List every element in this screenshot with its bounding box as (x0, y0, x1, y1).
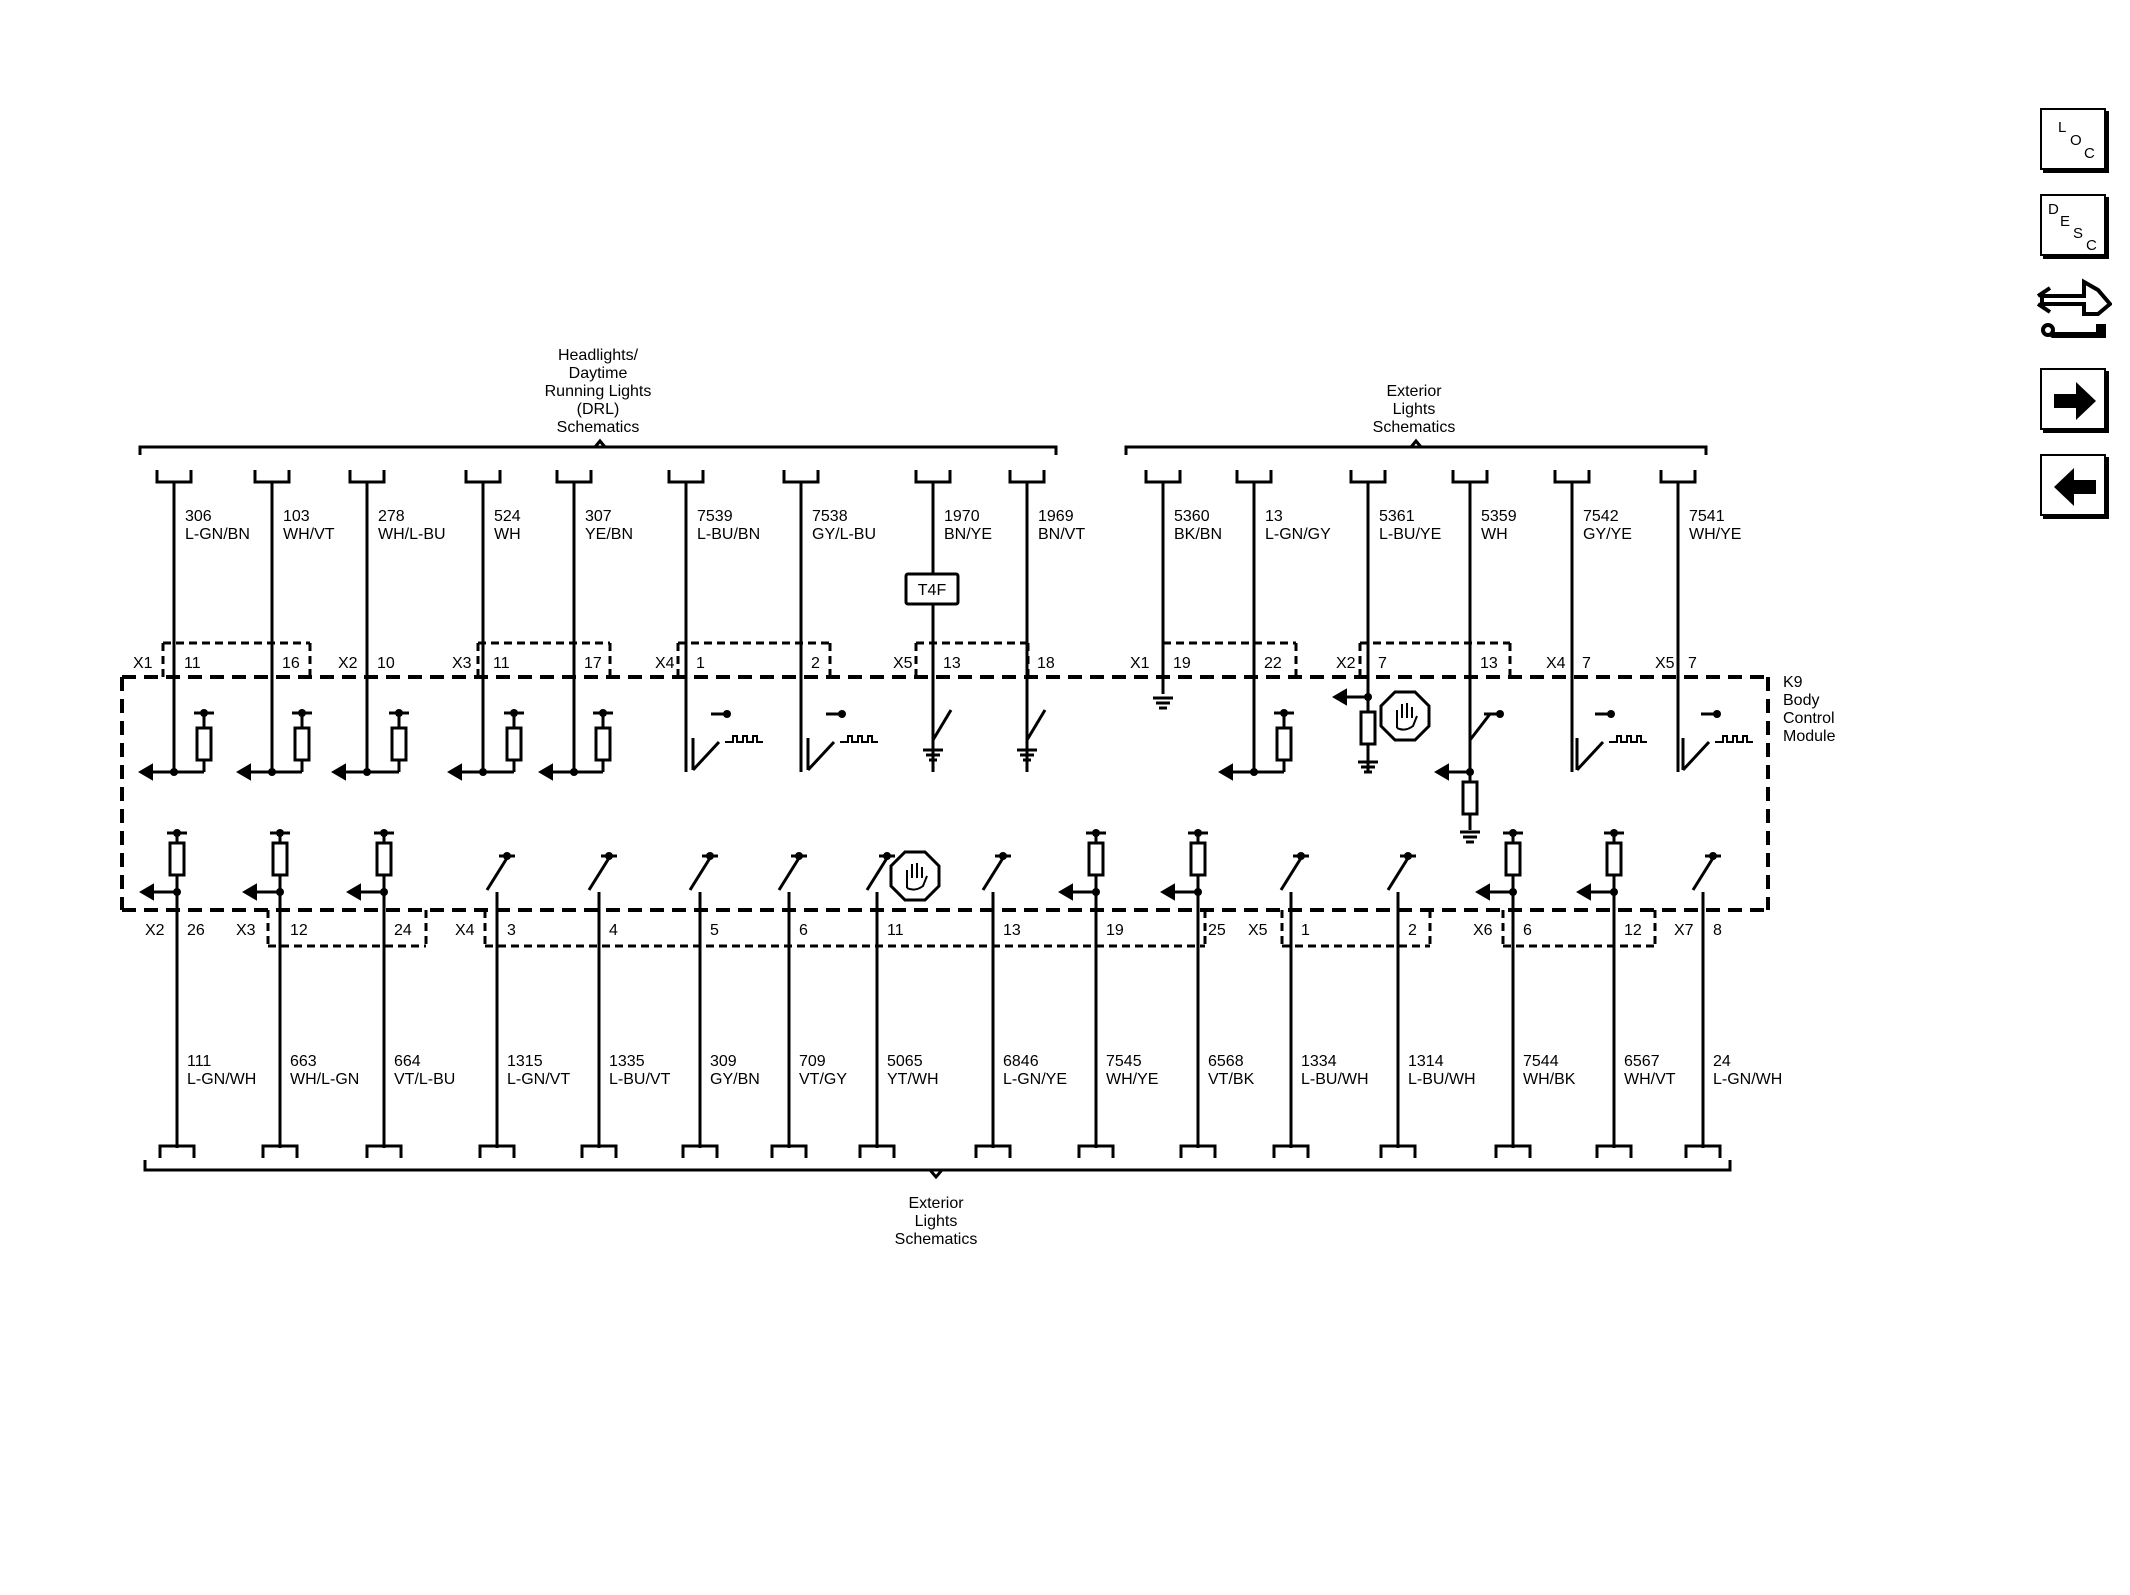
resistor-5361 (1361, 712, 1375, 744)
top-pin-label: 7 (1688, 655, 1697, 672)
desc-letter-3: S (2073, 225, 2084, 242)
top-right-group-label-line: Lights (1392, 401, 1436, 418)
top-wire-color-label: L-GN/BN (185, 526, 250, 543)
bottom-wire-color-label: L-GN/YE (1003, 1071, 1068, 1088)
top-connector-label: X5 (893, 655, 913, 672)
module-ref-label: K9 (1783, 674, 1803, 691)
top-connector-label: X1 (1130, 655, 1150, 672)
top-pin-label: 7 (1378, 655, 1387, 672)
diagnostic-link-icon[interactable] (2036, 274, 2112, 342)
bottom-pullup-10-arrow (1162, 885, 1174, 899)
description-button[interactable] (2040, 194, 2106, 256)
arrow-left-icon (2042, 456, 2108, 518)
top-pin-label: 18 (1037, 655, 1055, 672)
bottom-pullup-2-arrow (348, 885, 360, 899)
location-button[interactable] (2040, 108, 2106, 170)
top-pin-label: 10 (377, 655, 395, 672)
bottom-connector-label: X2 (145, 922, 165, 939)
top-right-group-label-line: Schematics (1372, 419, 1456, 436)
switch-7542-pulse (1609, 736, 1647, 742)
bottom-pin-label: 6 (1523, 922, 1532, 939)
top-connector-label: X4 (1546, 655, 1566, 672)
top-pullup-3-arrow (449, 765, 461, 779)
bottom-wire-color-label: VT/BK (1208, 1071, 1255, 1088)
bottom-switch-12-blade (1388, 858, 1408, 890)
top-left-bracket (140, 447, 1056, 455)
top-pin-label: 11 (184, 655, 201, 672)
bottom-switch-5-blade (690, 858, 710, 890)
top-left-group-label-line: Schematics (556, 419, 640, 436)
bottom-pin-label: 4 (609, 922, 618, 939)
bottom-wire-color-label: WH/BK (1523, 1071, 1576, 1088)
top-left-group-label-line: (DRL) (576, 401, 620, 418)
top-pullup-0-resistor (197, 728, 211, 760)
bottom-wire-circuit-label: 1314 (1408, 1053, 1444, 1070)
switch-5359-contact-dot (1496, 710, 1504, 718)
bottom-wire-circuit-label: 1335 (609, 1053, 645, 1070)
switch-7539-contact-dot (723, 710, 731, 718)
hand-icon-5065-octagon (891, 852, 939, 900)
bottom-wire-color-label: YT/WH (887, 1071, 939, 1088)
bottom-pullup-1-arrow (244, 885, 256, 899)
top-pullup-5-arrow (1220, 765, 1232, 779)
desc-letter-1: D (2048, 201, 2059, 218)
module-name-line: Body (1783, 692, 1820, 709)
top-pullup-0-junction (170, 768, 178, 776)
bottom-switch-11-blade (1281, 858, 1301, 890)
bottom-wire-circuit-label: 6567 (1624, 1053, 1660, 1070)
top-pin-label: 13 (1480, 655, 1498, 672)
bottom-wire-circuit-label: 663 (290, 1053, 317, 1070)
bottom-wire-circuit-label: 309 (710, 1053, 737, 1070)
bottom-connector-label: X6 (1473, 922, 1493, 939)
top-pin-label: 17 (584, 655, 602, 672)
arrow-right-icon (2042, 370, 2108, 432)
top-wire-circuit-label: 7541 (1689, 508, 1725, 525)
top-terminal (1661, 470, 1695, 482)
top-terminal (1351, 470, 1385, 482)
arrow-5359 (1436, 765, 1448, 779)
switch-7538-contact-dot (838, 710, 846, 718)
bottom-connector-label: X7 (1674, 922, 1694, 939)
top-wire-circuit-label: 5359 (1481, 508, 1517, 525)
bottom-wire-color-label: L-BU/WH (1408, 1071, 1476, 1088)
top-wire-circuit-label: 307 (585, 508, 612, 525)
switch-7538-blade (808, 742, 834, 770)
bottom-switch-12-contact-dot (1404, 852, 1412, 860)
bottom-group-label-line: Exterior (908, 1195, 964, 1212)
desc-letter-4: C (2086, 237, 2097, 254)
module-name-line: Module (1783, 728, 1836, 745)
bottom-wire-circuit-label: 111 (187, 1053, 212, 1070)
bottom-switch-4-contact-dot (605, 852, 613, 860)
bottom-switch-5-contact-dot (706, 852, 714, 860)
top-connector-label: X2 (338, 655, 358, 672)
top-terminal (916, 470, 950, 482)
top-pullup-1-resistor (295, 728, 309, 760)
top-pullup-2-arrow (333, 765, 345, 779)
bottom-wire-circuit-label: 6568 (1208, 1053, 1244, 1070)
top-wire-circuit-label: 7539 (697, 508, 733, 525)
top-terminal (557, 470, 591, 482)
bottom-wire-color-label: GY/BN (710, 1071, 760, 1088)
top-wire-circuit-label: 7538 (812, 508, 848, 525)
top-pin-label: 1 (696, 655, 705, 672)
bottom-wire-color-label: L-GN/WH (1713, 1071, 1783, 1088)
top-wire-circuit-label: 306 (185, 508, 212, 525)
bottom-wire-circuit-label: 5065 (887, 1053, 923, 1070)
bottom-wire-color-label: VT/GY (799, 1071, 848, 1088)
switch-7539-pulse (725, 736, 763, 742)
desc-icon (2042, 196, 2108, 258)
bottom-pullup-1-resistor (273, 843, 287, 875)
top-left-group-label-line: Running Lights (544, 383, 652, 400)
switch-5359-blade (1470, 714, 1490, 740)
top-pullup-3-junction (479, 768, 487, 776)
bottom-connector-label: X4 (455, 922, 475, 939)
bottom-switch-15-blade (1693, 858, 1713, 890)
bottom-wire-color-label: WH/L-GN (290, 1071, 360, 1088)
top-connector-label: X5 (1655, 655, 1675, 672)
top-wire-circuit-label: 103 (283, 508, 310, 525)
wires-layer (140, 441, 1730, 1177)
hand-icon-5361-octagon (1381, 692, 1429, 740)
top-wire-color-label: WH/YE (1689, 526, 1742, 543)
top-wire-color-label: WH (494, 526, 521, 543)
switch-7539-blade (693, 742, 719, 770)
top-wire-color-label: BN/YE (944, 526, 993, 543)
bottom-pin-label: 26 (187, 922, 205, 939)
switch-7541-contact-dot (1713, 710, 1721, 718)
top-terminal (157, 470, 191, 482)
bottom-switch-3-contact-dot (503, 852, 511, 860)
top-connector-label: X1 (133, 655, 153, 672)
bottom-wire-color-label: L-GN/VT (507, 1071, 571, 1088)
top-wire-color-label: WH/VT (283, 526, 335, 543)
bottom-pin-label: 1 (1301, 922, 1310, 939)
top-pin-label: 16 (282, 655, 300, 672)
top-pullup-3-resistor (507, 728, 521, 760)
bottom-pin-label: 24 (394, 922, 412, 939)
bottom-pin-label: 25 (1208, 922, 1226, 939)
switch-1969-blade (1027, 710, 1045, 740)
top-connector-label: X2 (1336, 655, 1356, 672)
switch-1970-blade (933, 710, 951, 740)
bottom-wire-circuit-label: 7544 (1523, 1053, 1559, 1070)
bottom-pin-label: 5 (710, 922, 719, 939)
bottom-wire-color-label: L-BU/VT (609, 1071, 671, 1088)
bottom-connector-label: X3 (236, 922, 256, 939)
top-wire-circuit-label: 524 (494, 508, 521, 525)
top-wire-circuit-label: 1969 (1038, 508, 1074, 525)
top-pullup-1-arrow (238, 765, 250, 779)
bottom-pin-label: 11 (887, 922, 904, 939)
bottom-pin-label: 12 (1624, 922, 1642, 939)
top-terminal (669, 470, 703, 482)
resistor-5359 (1463, 782, 1477, 814)
bottom-pin-label: 19 (1106, 922, 1124, 939)
top-pullup-5-junction (1250, 768, 1258, 776)
fuse-label: T4F (917, 582, 947, 599)
bottom-switch-4-blade (589, 858, 609, 890)
top-left-group-label-line: Daytime (568, 365, 628, 382)
top-pullup-4-resistor (596, 728, 610, 760)
top-wire-circuit-label: 278 (378, 508, 405, 525)
top-wire-color-label: WH/L-BU (378, 526, 446, 543)
top-connector-label: X4 (655, 655, 675, 672)
bottom-switch-11-contact-dot (1297, 852, 1305, 860)
bottom-wire-circuit-label: 709 (799, 1053, 826, 1070)
bottom-pullup-14-resistor (1607, 843, 1621, 875)
top-wire-color-label: BK/BN (1174, 526, 1223, 543)
loc-letter-1: L (2058, 119, 2067, 136)
top-terminal (255, 470, 289, 482)
bottom-pin-label: 12 (290, 922, 308, 939)
desc-letter-2: E (2060, 213, 2071, 230)
top-terminal (1237, 470, 1271, 482)
top-terminal (1010, 470, 1044, 482)
bottom-wire-circuit-label: 664 (394, 1053, 421, 1070)
top-pullup-0-arrow (140, 765, 152, 779)
top-wire-circuit-label: 5361 (1379, 508, 1415, 525)
top-pullup-2-resistor (392, 728, 406, 760)
bottom-wire-circuit-label: 7545 (1106, 1053, 1142, 1070)
top-wire-color-label: WH (1481, 526, 1508, 543)
top-pin-label: 22 (1264, 655, 1282, 672)
bottom-group-label-line: Schematics (894, 1231, 978, 1248)
bottom-switch-8-contact-dot (999, 852, 1007, 860)
bottom-pullup-0-resistor (170, 843, 184, 875)
bottom-wire-color-label: VT/L-BU (394, 1071, 456, 1088)
bottom-wire-color-label: L-BU/WH (1301, 1071, 1369, 1088)
top-left-group-label-line: Headlights/ (557, 347, 639, 364)
top-wire-color-label: L-BU/BN (697, 526, 761, 543)
top-wire-color-label: L-BU/YE (1379, 526, 1442, 543)
top-wire-color-label: GY/YE (1583, 526, 1632, 543)
bottom-pullup-9-resistor (1089, 843, 1103, 875)
top-pullup-4-arrow (540, 765, 552, 779)
switch-7542-blade (1577, 742, 1603, 770)
loc-icon (2042, 110, 2108, 172)
bottom-connector-label: X5 (1248, 922, 1268, 939)
bottom-pin-label: 2 (1408, 922, 1417, 939)
bottom-pin-label: 6 (799, 922, 808, 939)
top-terminal (1555, 470, 1589, 482)
bottom-wire-color-label: L-GN/WH (187, 1071, 257, 1088)
top-terminal (1146, 470, 1180, 482)
switch-7541-pulse (1715, 736, 1753, 742)
top-pin-label: 7 (1582, 655, 1591, 672)
top-right-group-label-line: Exterior (1386, 383, 1442, 400)
body-control-module (122, 643, 1768, 946)
bottom-wire-color-label: WH/YE (1106, 1071, 1159, 1088)
bottom-pin-label: 13 (1003, 922, 1021, 939)
top-terminal (466, 470, 500, 482)
top-wire-color-label: GY/L-BU (812, 526, 877, 543)
top-pin-label: 19 (1173, 655, 1191, 672)
top-terminal (350, 470, 384, 482)
bottom-switch-6-contact-dot (795, 852, 803, 860)
top-pin-label: 2 (811, 655, 820, 672)
top-pullup-5-resistor (1277, 728, 1291, 760)
top-wire-circuit-label: 1970 (944, 508, 980, 525)
top-wire-circuit-label: 13 (1265, 508, 1283, 525)
bottom-switch-7-contact-dot (883, 852, 891, 860)
top-right-bracket (1126, 447, 1706, 455)
car-wrench-icon (2036, 274, 2112, 342)
bottom-pin-label: 3 (507, 922, 516, 939)
bottom-wire-color-label: WH/VT (1624, 1071, 1676, 1088)
top-wire-color-label: YE/BN (585, 526, 634, 543)
bottom-pullup-0-arrow (141, 885, 153, 899)
arrow-5361 (1334, 690, 1346, 704)
bottom-pin-label: 8 (1713, 922, 1722, 939)
bottom-switch-3-blade (487, 858, 507, 890)
bottom-bracket (145, 1160, 1730, 1170)
top-pullup-2-junction (363, 768, 371, 776)
loc-letter-2: O (2070, 132, 2082, 149)
bottom-switch-8-blade (983, 858, 1003, 890)
bottom-pullup-13-resistor (1506, 843, 1520, 875)
top-pullup-4-junction (570, 768, 578, 776)
loc-letter-3: C (2084, 145, 2095, 162)
switch-7542-contact-dot (1607, 710, 1615, 718)
switch-7538-pulse (840, 736, 878, 742)
switch-7541-blade (1683, 742, 1709, 770)
bottom-switch-6-blade (779, 858, 799, 890)
top-pin-label: 11 (493, 655, 510, 672)
bottom-wire-circuit-label: 1334 (1301, 1053, 1337, 1070)
bottom-wire-circuit-label: 24 (1713, 1053, 1731, 1070)
top-pin-label: 13 (943, 655, 961, 672)
bottom-group-label-line: Lights (914, 1213, 958, 1230)
top-connector-label: X3 (452, 655, 472, 672)
bottom-wire-circuit-label: 1315 (507, 1053, 543, 1070)
bottom-pullup-13-arrow (1477, 885, 1489, 899)
module-name-line: Control (1783, 710, 1835, 727)
bottom-switch-15-contact-dot (1709, 852, 1717, 860)
top-terminal (784, 470, 818, 482)
top-pullup-1-junction (268, 768, 276, 776)
bottom-switch-7-blade (867, 858, 887, 890)
top-wire-color-label: BN/VT (1038, 526, 1086, 543)
bottom-pullup-2-resistor (377, 843, 391, 875)
next-page-button[interactable] (2040, 368, 2106, 430)
top-wire-color-label: L-GN/GY (1265, 526, 1331, 543)
bottom-pullup-14-arrow (1578, 885, 1590, 899)
top-wire-circuit-label: 5360 (1174, 508, 1210, 525)
bottom-pullup-10-resistor (1191, 843, 1205, 875)
bottom-wire-circuit-label: 6846 (1003, 1053, 1039, 1070)
previous-page-button[interactable] (2040, 454, 2106, 516)
bottom-pullup-9-arrow (1060, 885, 1072, 899)
top-wire-circuit-label: 7542 (1583, 508, 1619, 525)
top-terminal (1453, 470, 1487, 482)
